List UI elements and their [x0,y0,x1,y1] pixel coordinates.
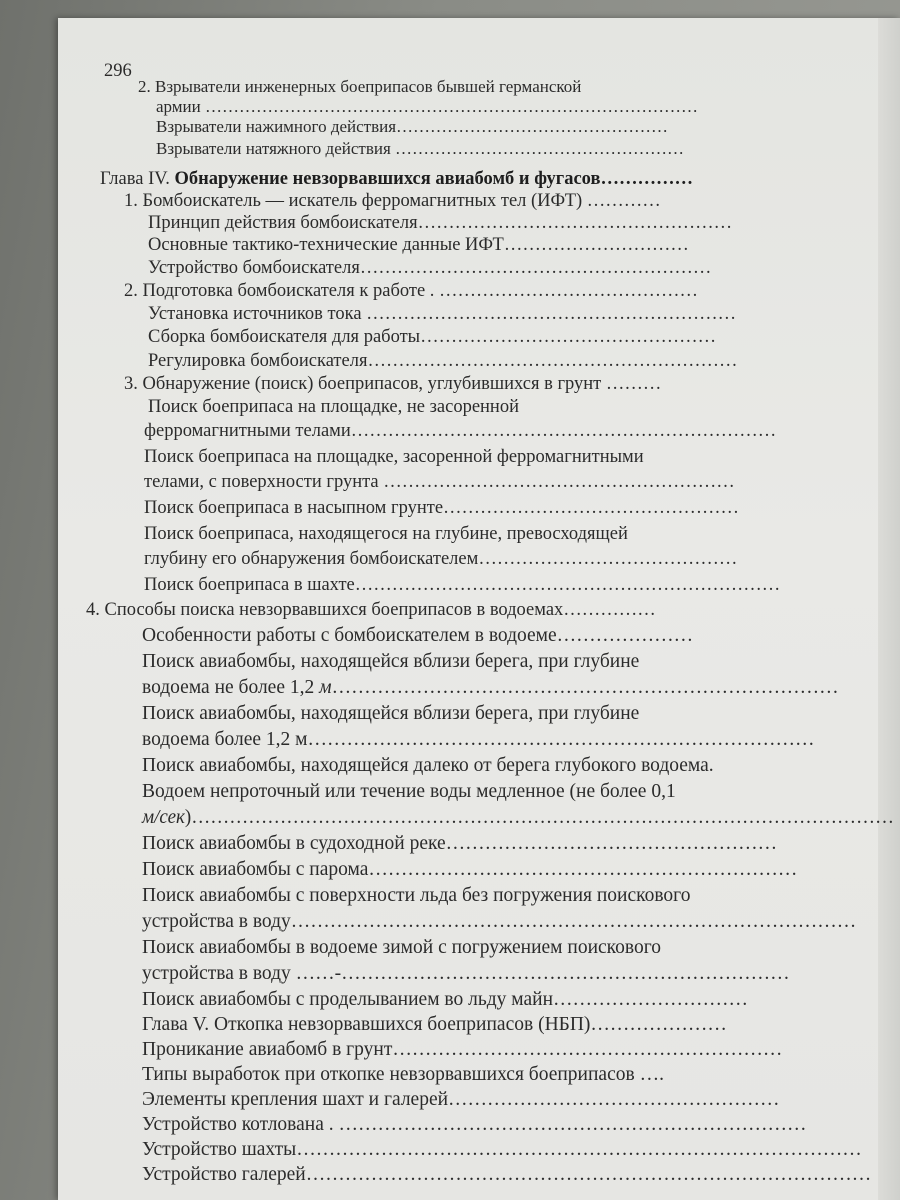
toc-entry: Устройство галерей…………………………………………………………………………… [142,1164,872,1185]
toc-entry: Основные тактико-технические данные ИФТ………………………… [148,235,689,255]
toc-entry: Принцип действия бомбоискателя…………………………………………… [148,213,733,233]
toc-entry: Типы выработок при откопке невзорвавшихся боеприпасов …. [142,1064,664,1085]
toc-entry: м/сек)………………………………………………………………………………………………… [142,807,894,828]
toc-entry: Поиск авиабомбы с парома………………………………………………………… [142,859,798,880]
toc-entry: Поиск авиабомбы в водоеме зимой с погружением поискового [142,937,661,958]
toc-entry: Поиск боеприпаса на площадке, засоренной ферромагнитными [144,447,644,467]
toc-entry: 1. Бомбоискатель — искатель ферромагнитных тел (ИФТ) ………… [124,191,661,211]
toc-entry: Поиск боеприпаса на площадке, не засоренной [148,397,519,417]
toc-entry: армии …………………………………………………………………………… [156,97,698,116]
toc-entry: Поиск авиабомбы, находящейся далеко от берега глубокого водоема. [142,755,714,776]
chapter-title: Обнаружение невзорвавшихся авиабомб и фугасов…………… [174,169,693,189]
toc-entry: Взрыватели натяжного действия …………………………………………… [156,139,685,158]
toc-entry: Установка источников тока …………………………………………………… [148,304,737,324]
toc-entry: Поиск авиабомбы, находящейся вблизи берега, при глубине [142,651,640,672]
chapter-heading [100,170,693,189]
toc-entry: Устройство бомбоискателя………………………………………………… [148,258,712,278]
table-of-contents [58,18,900,1200]
toc-entry: ферромагнитными телами…………………………………………………………… [144,421,777,441]
toc-entry: телами, с поверхности грунта ………………………………………………… [144,472,735,492]
toc-entry: 2. Подготовка бомбоискателя к работе . …………………………………… [124,281,699,301]
toc-entry: Поиск боеприпаса в насыпном грунте………………………………………… [144,498,740,518]
toc-entry: водоема не более 1,2 м…………………………………………………………………… [142,677,839,698]
toc-entry: Поиск авиабомбы, находящейся вблизи берега, при глубине [142,703,640,724]
toc-entry: 4. Способы поиска невзорвавшихся боеприпасов в водоемах…………… [86,600,656,620]
toc-entry: Поиск авиабомбы с поверхности льда без погружения поискового [142,885,691,906]
toc-entry: Проникание авиабомб в грунт…………………………………………………… [142,1039,783,1060]
toc-entry: устройства в воду ……-…………………………………………………………… [142,963,790,984]
toc-entry: Поиск боеприпаса в шахте…………………………………………………………… [144,575,781,595]
page-number: 296 [104,61,132,81]
toc-entry: Устройство котлована . ……………………………………………………………… [142,1114,807,1135]
toc-entry: Водоем непроточный или течение воды медленное (не более 0,1 [142,781,676,802]
toc-entry: Поиск боеприпаса, находящегося на глубине, превосходящей [144,524,628,544]
toc-entry: 3. Обнаружение (поиск) боеприпасов, углубившихся в грунт ……… [124,374,662,394]
toc-entry: Поиск авиабомбы с проделыванием во льду майн………………………… [142,989,749,1010]
toc-entry: 2. Взрыватели инженерных боеприпасов бывшей германской [138,77,582,96]
toc-entry: Глава V. Откопка невзорвавшихся боеприпасов (НБП)………………… [142,1014,727,1035]
chapter-label: Глава IV. [100,169,170,189]
toc-entry: устройства в воду…………………………………………………………………………… [142,911,857,932]
toc-entry: Сборка бомбоискателя для работы………………………………………… [148,327,717,347]
toc-entry: Элементы крепления шахт и галерей…………………………………………… [142,1089,780,1110]
toc-entry: глубину его обнаружения бомбоискателем…………………………………… [144,549,738,569]
toc-entry: Взрыватели нажимного действия………………………………………… [156,117,669,136]
toc-entry: Особенности работы с бомбоискателем в водоеме………………… [142,625,694,646]
toc-entry: Устройство шахты…………………………………………………………………………… [142,1139,862,1160]
toc-entry: водоема более 1,2 м…………………………………………………………………… [142,729,815,750]
toc-entry: Регулировка бомбоискателя…………………………………………………… [148,351,738,371]
toc-entry: Поиск авиабомбы в судоходной реке…………………………………………… [142,833,778,854]
book-page [58,18,900,1200]
